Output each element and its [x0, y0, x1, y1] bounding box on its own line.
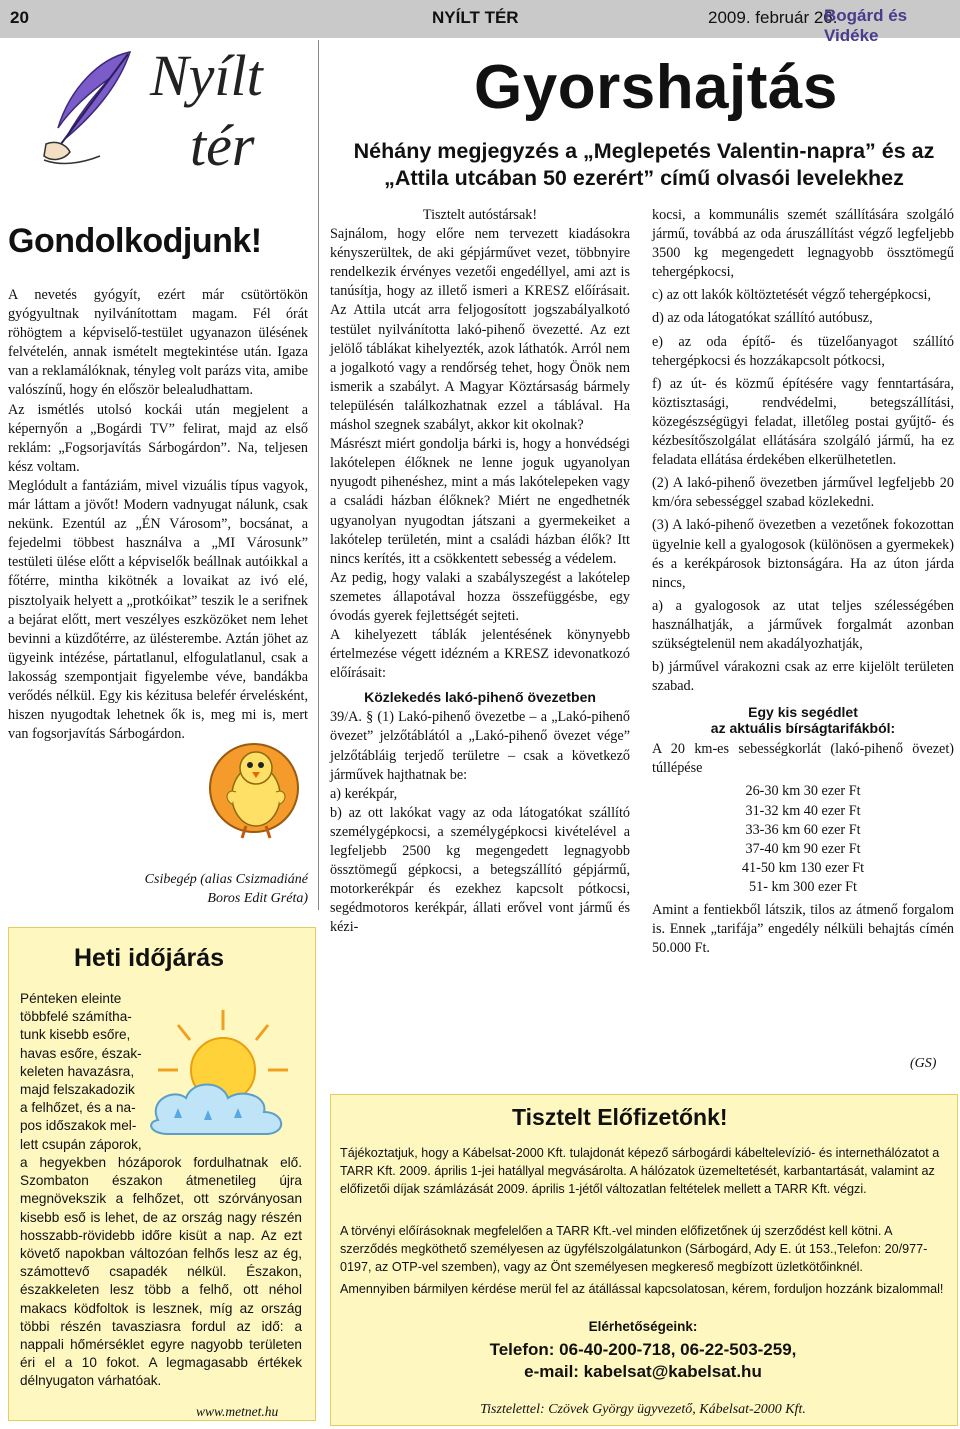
weather-line: Pénteken eleinte	[20, 991, 122, 1006]
column-divider	[318, 40, 319, 910]
weather-line: majd felszakadozik	[20, 1082, 135, 1098]
opinion-paragraph-text: Meglódult a fantáziám, mivel vizuális típus vagyok, már láttam a jövőt! Modern vadnyugat nálunk, csak nekünk. Ezentúl az „ÉN Városom”, bocsánat, a fejedelmi többest használva a „MI Városunk” testületi ülése előtt a képviselők beállnak autóikkal a főtérre, mintha kikötnék a lovaikat az ivó elé, pisztolyaik helyett a „protkóikat” teszik le a serifnek a bejárat előtt, mert veszélyes eszközöket nem lehet bevinni a küzdőtérre, az ülésterembe. Aztán jöhet az ügyeink intézése, pártatlanul, elfogulatlanul, csak a lakosság szempontjait figyelembe véve, bandákba verődés nélkül. Egy kis kézitusa belefér érvelésként, hiszen nyugodtak lehetnek ők is, meg mi is, mert van fogsorjavítás Sárbogárdon.	[8, 477, 308, 743]
article-paragraph: kocsi, a kommunális szemét szállítására szolgáló jármű, továbbá az oda áruszállítást végző legfeljebb 3500 kg megengedett legnagyobb össztömegű tehergépkocsi,	[652, 207, 954, 281]
fine-row: 41-50 km 130 ezer Ft	[741, 859, 865, 876]
greeting: Tisztelt autóstársak!	[422, 207, 538, 223]
opinion-paragraph: Az ismétlés utolsó kockái után megjelent a képernyőn a „Bogárdi TV” felirat, majd az első reklám: „Fogsorjavítás Sárbogárdon”. Na, teljesen kész voltam.	[8, 401, 308, 475]
subscriber-title: Tisztelt Előfizetőnk!	[512, 1104, 728, 1130]
contact-email: e-mail: kabelsat@kabelsat.hu	[524, 1362, 762, 1381]
article-title: Gyorshajtás	[474, 53, 838, 122]
fine-row: 37-40 km 90 ezer Ft	[745, 840, 861, 857]
article-paragraph: Az pedig, hogy valaki a szabályszegést a lakótelep szemetes állapotával hozza összefüggésbe, egy óvodás gyerek fejlettségét sejteti.	[330, 569, 630, 624]
article-paragraph: Sajnálom, hogy előre nem tervezett kiadásokra kényszerültek, de aki gépjárművet vezet, többnyire rendelkezik érvényes vezetői engedéllyel, ami azt is tanúsítja, hogy az illető ismeri a KRESZ előírásait. Az Attila utcát arra feljogosított jogszabályalkotó testület nyilvánította lakó-pihenő övezetté. Az ezt jelölő táblákat kihelyezték, azok láthatók. Arról nem a jogalkotó vagy a rendőrség tehet, hogy Önök nem ismerik a szabályt. A Magyar Köztársaság bármely településén találkozhatnak ezzel a táblával. Ha máshol szegnek szabályt, akkor kit okolnak?	[330, 226, 630, 434]
contact-heading: Elérhetőségeink:	[588, 1319, 698, 1334]
opinion-paragraph: A nevetés gyógyít, ezért már csütörtökön gyógyultnak nyilvánítottam magam. Fél órát röhögtem a képviselő-testület ugyanazon ülésének felvételén, annak ismételt megtekintése után. Igaza van a reklamálóknak, tényleg volt parázs vita, amibe valószínű, hogy én először belealudhattam.	[8, 287, 308, 399]
article-paragraph: 39/A. § (1) Lakó-pihenő övezetbe – a „Lakó-pihenő övezet” jelzőtáblától a „Lakó-pihenő övezet vége” jelzőtábláig terjedő területre – csak a következő járművek hajthatnak be:	[330, 709, 630, 783]
weather-line: tunk kisebb esőre,	[20, 1027, 131, 1043]
subscriber-signature: Tisztelettel: Czövek György ügyvezető, Kábelsat-2000 Kft.	[480, 1402, 806, 1417]
weather-line: a felhőzet, és a na-	[20, 1100, 136, 1116]
article-closing: Amint a fentiekből látszik, tilos az átmenő forgalom is. Ennek „tarifája” engedély nélküli behajtás címén 50.000 Ft.	[652, 902, 954, 957]
weather-line: havas esőre, észak-	[20, 1045, 142, 1061]
subscriber-paragraph: A törvényi előírásoknak megfelelően a TARR Kft.-vel minden előfizetőnek új szerződést kell kötni. A szerződés megköthető személyesen az ügyfélszolgálatunkon (Sárbogárd, Ady E. út 153.,Telefon: 20/977-0197, az OTP-vel szemben), vagy az Önt személyesen megkereső megbízott üzletkötőinknél.	[340, 1224, 928, 1274]
section-logo-word1: Nyílt	[150, 43, 263, 108]
newspaper-name: Bogárd és Vidéke	[824, 6, 908, 45]
opinion-headline: Gondolkodjunk!	[8, 222, 262, 260]
weather-source: www.metnet.hu	[196, 1404, 279, 1419]
weather-line: keleten havazásra,	[20, 1063, 135, 1079]
weather-line: pos időszakok mel-	[20, 1118, 137, 1134]
article-author: (GS)	[910, 1056, 937, 1071]
article-subtitle: Néhány megjegyzés a „Meglepetés Valentin-napra” és az „Attila utcában 50 ezerért” című olvasói levelekhez	[353, 139, 935, 190]
article-column-3	[652, 206, 954, 958]
article-paragraph: c) az ott lakók költöztetését végző tehergépkocsi,	[652, 287, 932, 304]
article-paragraph: f) az út- és közmű építésére vagy fenntartására, köztisztasági, rendvédelmi, betegszállítási, közegészségügyi feladat, illetőleg postai gyűjtő- és kézbesítőszolgálat ellátására szolgáló jármű, ha ez feladata ellátása érdekében elkerülhetetlen.	[652, 375, 954, 469]
subscriber-paragraph: Amennyiben bármilyen kérdése merül fel az átállással kapcsolatosan, kérem, forduljon hozzánk bizalommal!	[340, 1282, 944, 1296]
fine-row: 31-32 km 40 ezer Ft	[745, 802, 861, 819]
sun-cloud-icon	[138, 1000, 308, 1140]
weather-line: lett csupán záporok,	[20, 1136, 142, 1152]
contact-phone: Telefon: 06-40-200-718, 06-22-503-259,	[489, 1340, 797, 1359]
issue-date: 2009. február 26.	[708, 8, 838, 27]
weather-line: többfelé számítha-	[20, 1009, 132, 1025]
opinion-signature	[90, 870, 308, 908]
article-paragraph: b) járművel várakozni csak az erre kijelölt területen szabad.	[652, 659, 954, 695]
weather-forecast-text: a hegyekben hózáporok fordulhatnak elő. Szombaton északon átmenetileg újra megnövekszik a felhőzet, ott szórványosan kisebb eső is lehet, de az ország nagy részén hosszabb-rövidebb időre kisüt a nap. Az ezt követő napokban változóan felhős lesz az ég, számottevő csapadék nélkül. Északon, északkeleten lesz több a felhő, ott néhol makacs ködfoltok is lesznek, míg az ország többi részén tavasziasra fordul az idő: a nappali hőmérséklet egyre nagyobb területen éri el a 10 fokot. A legmagasabb értékek délnyugaton várhatóak.	[20, 1155, 302, 1389]
article-paragraph: Másrészt miért gondolja bárki is, hogy a honvédségi lakótelepen élőknek ne lenne joguk ugyanolyan nyugodt pihenéshez, mint a más lakótelepeken vagy a családi házban élőknek? Miért ne engedhetnék ugyanolyan nyugodtan játszani a gyermekeiket a lakótelep területén, mint a családi házban élők? Itt nincs kerítés, itt a csökkentett sebesség a védelem.	[330, 436, 630, 567]
fines-intro: A 20 km-es sebességkorlát (lakó-pihenő övezet) túllépése	[652, 741, 954, 777]
article-paragraph: (2) A lakó-pihenő övezetben járművel legfeljebb 20 km/óra sebességgel szabad közlekedni.	[652, 475, 954, 511]
fine-row: 51- km 300 ezer Ft	[749, 878, 857, 895]
section-name: NYÍLT TÉR	[432, 8, 519, 27]
weather-narrow-lines	[20, 990, 142, 1154]
article-column-2	[330, 206, 630, 937]
article-paragraph: d) az oda látogatókat szállító autóbusz,	[652, 310, 873, 327]
article-paragraph: A kihelyezett táblák jelentésének könynyebb értelmezése végett idézném a KRESZ idevonatkozó előírásait:	[330, 627, 630, 682]
law-subheading: Közlekedés lakó-pihenő övezetben	[364, 689, 596, 706]
chick-cartoon-icon	[206, 738, 306, 846]
article-paragraph: (3) A lakó-pihenő övezetben a vezetőnek fokozottan ügyelnie kell a gyalogosok (különösen a gyermekek) és a kerékpárosok biztonságára. Ha az úton járda nincs,	[652, 517, 954, 591]
weather-title: Heti időjárás	[74, 944, 225, 972]
opinion-paragraph	[8, 477, 308, 744]
signature-line: Csibegép (alias Csizmadiáné	[144, 872, 308, 887]
opinion-body	[8, 286, 308, 744]
fines-heading: Egy kis segédlet	[748, 704, 858, 721]
article-paragraph: b) az ott lakókat vagy az oda látogatókat szállító személygépkocsi, a személygépkocsi kivételével a legfeljebb 2500 kg megengedett legnagyobb össztömegű gépkocsi, a betegszállító gépjármű, motorkerékpár és ezekhez kapcsolt pótkocsi, segédmotoros kerékpár, állati erővel vont jármű és kézi-	[330, 804, 630, 936]
article-paragraph: e) az oda építő- és tüzelőanyagot szállító tehergépkocsi és hozzákapcsolt pótkocsi,	[652, 333, 954, 369]
subscriber-paragraph: Tájékoztatjuk, hogy a Kábelsat-2000 Kft. tulajdonát képező sárbogárdi kábeltelevízió- és internethálózatot a TARR Kft. 2009. április 1-jei hatállyal megvásárolta. A hálózatok üzemeltetését, karbantartását, valamint az előfizetői díjak számlázását 2009. április 1-jétől változatlan feltételek mellett a TARR Kft. végzi.	[340, 1146, 940, 1196]
fines-heading: az aktuális bírságtarifákból:	[710, 720, 896, 737]
article-paragraph: a) a gyalogosok az utat teljes szélességében használhatják, a járművek forgalmát azonban szükségtelenül nem akadályozhatják,	[652, 597, 954, 652]
fine-row: 33-36 km 60 ezer Ft	[745, 821, 861, 838]
signature-line: Boros Edit Gréta)	[207, 891, 308, 906]
section-logo-word2: tér	[190, 113, 255, 178]
fine-row: 26-30 km 30 ezer Ft	[745, 783, 861, 800]
quill-feather-icon	[40, 48, 135, 168]
page-number: 20	[10, 8, 29, 27]
article-paragraph: a) kerékpár,	[330, 785, 398, 802]
fines-list	[652, 782, 954, 897]
